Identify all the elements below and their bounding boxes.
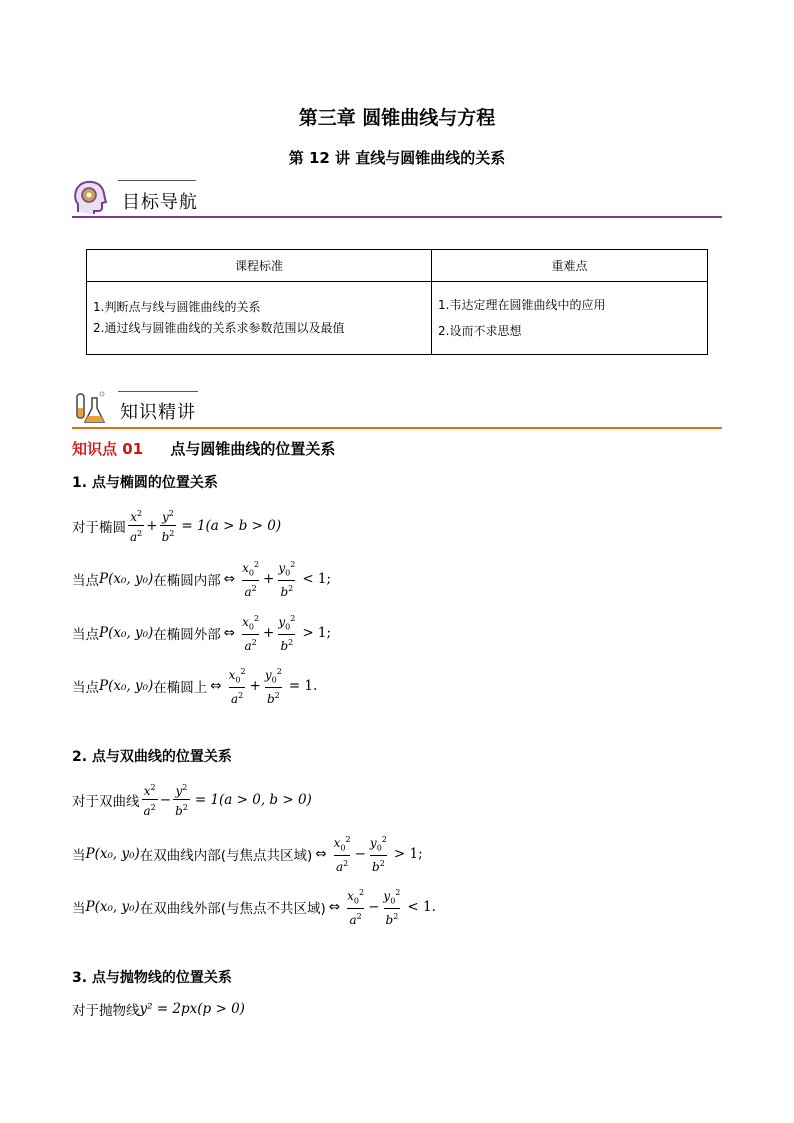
math-fraction: $\frac{x_0^2}{a^2}$ [333, 835, 351, 875]
section-title-knowledge: 知识精讲 [120, 402, 196, 423]
knowledge-point-heading [72, 438, 335, 459]
ellipse-on-line: 当点 P(x₀, y₀) 在椭圆上 ⇔ $\frac{x_0^2}{a^2}$ + $\frac{y_0^2}{b^2}$ = 1. [72, 664, 317, 707]
key-line: 2.设而不求思想 [438, 324, 522, 338]
section-overline [118, 180, 196, 181]
parabola-equation: y² = 2px(p > 0) [139, 1001, 245, 1017]
point-label: P(x₀, y₀) [85, 845, 140, 862]
case-prefix: 当点 [72, 679, 99, 696]
brain-gear-icon [72, 178, 108, 216]
hyperbola-given-cond: = 1(a > 0, b > 0) [194, 791, 312, 808]
point-label: P(x₀, y₀) [99, 570, 154, 587]
ellipse-given-line: 对于椭圆 $\frac{x^2}{a^2}$ + $\frac{y^2}{b^2}$ = 1(a > b > 0) [72, 506, 281, 545]
table-row [87, 282, 708, 355]
case-prefix: 当 [72, 847, 86, 864]
iff-symbol: ⇔ [315, 845, 327, 862]
math-fraction: $\frac{x_0^2}{a^2}$ [242, 560, 260, 600]
header-course-standard: 课程标准 [87, 250, 432, 282]
ellipse-inside-text: 在椭圆内部 [153, 572, 221, 589]
math-fraction: $\frac{y_0^2}{b^2}$ [278, 614, 296, 654]
math-fraction: $\frac{x^2}{a^2}$ [130, 509, 143, 544]
section-rule-nav [72, 216, 722, 218]
knowledge-point-title: 点与圆锥曲线的位置关系 [170, 440, 336, 458]
parabola-heading: 3. 点与抛物线的位置关系 [72, 970, 232, 986]
header-key-difficult: 重难点 [432, 250, 708, 282]
ellipse-given-prefix: 对于椭圆 [72, 519, 126, 536]
standards-table [86, 249, 708, 355]
point-label: P(x₀, y₀) [99, 624, 154, 641]
ellipse-on-text: 在椭圆上 [153, 679, 208, 696]
section-rule-knowledge [72, 427, 722, 429]
ellipse-heading: 1. 点与椭圆的位置关系 [72, 475, 218, 491]
point-label: P(x₀, y₀) [85, 898, 140, 915]
cell-standards [87, 282, 432, 355]
iff-symbol: ⇔ [223, 570, 236, 587]
math-fraction: $\frac{y^2}{b^2}$ [175, 783, 188, 818]
math-fraction: $\frac{x_0^2}{a^2}$ [242, 614, 260, 654]
hyperbola-heading: 2. 点与双曲线的位置关系 [72, 749, 232, 765]
math-fraction: $\frac{y_0^2}{b^2}$ [369, 835, 387, 875]
ellipse-outside-text: 在椭圆外部 [153, 626, 221, 643]
chapter-title: 第三章 圆锥曲线与方程 [298, 107, 496, 129]
standard-line: 2.通过线与圆锥曲线的关系求参数范围以及最值 [93, 321, 345, 335]
section-title-nav: 目标导航 [122, 192, 198, 213]
hyperbola-inside-text: 在双曲线内部(与焦点共区域) [139, 847, 313, 864]
math-fraction: $\frac{x_0^2}{a^2}$ [228, 667, 246, 707]
lecture-title: 第 12 讲 直线与圆锥曲线的关系 [288, 149, 506, 167]
ellipse-outside-line: 当点 P(x₀, y₀) 在椭圆外部 ⇔ $\frac{x_0^2}{a^2}$ + $\frac{y_0^2}{b^2}$ > 1; [72, 611, 331, 654]
ellipse-inside-rel: < 1; [302, 570, 332, 587]
hyperbola-outside-rel: < 1. [407, 898, 436, 915]
hyperbola-inside-line: 当 P(x₀, y₀) 在双曲线内部(与焦点共区域) ⇔ $\frac{x_0^2}{a^2}$ − $\frac{y_0^2}{b^2}$ > 1; [72, 832, 423, 875]
hyperbola-given-prefix: 对于双曲线 [72, 793, 140, 810]
iff-symbol: ⇔ [223, 624, 236, 641]
math-fraction: $\frac{y^2}{b^2}$ [161, 509, 175, 544]
cell-key-points [432, 282, 708, 355]
ellipse-on-rel: = 1. [288, 677, 318, 694]
case-prefix: 当点 [72, 572, 99, 589]
section-overline [118, 391, 198, 392]
key-line: 1.韦达定理在圆锥曲线中的应用 [438, 298, 606, 312]
hyperbola-given-line: 对于双曲线 $\frac{x^2}{a^2}$ − $\frac{y^2}{b^2}$ = 1(a > 0, b > 0) [72, 780, 312, 819]
hyperbola-outside-line: 当 P(x₀, y₀) 在双曲线外部(与焦点不共区域) ⇔ $\frac{x_0^2}{a^2}$ − $\frac{y_0^2}{b^2}$ < 1. [72, 885, 436, 928]
parabola-given-line [72, 999, 245, 1019]
math-fraction: $\frac{y_0^2}{b^2}$ [383, 888, 401, 928]
ellipse-outside-rel: > 1; [302, 624, 332, 641]
ellipse-given-cond: = 1(a > b > 0) [181, 517, 282, 534]
standard-line: 1.判断点与线与圆锥曲线的关系 [93, 300, 261, 314]
math-fraction: $\frac{x_0^2}{a^2}$ [347, 888, 365, 928]
math-fraction: $\frac{x^2}{a^2}$ [143, 783, 156, 818]
iff-symbol: ⇔ [328, 898, 341, 915]
iff-symbol: ⇔ [210, 677, 222, 694]
hyperbola-outside-text: 在双曲线外部(与焦点不共区域) [139, 900, 326, 917]
table-header-row [87, 250, 708, 282]
point-label: P(x₀, y₀) [99, 677, 154, 694]
math-fraction: $\frac{y_0^2}{b^2}$ [264, 667, 282, 707]
case-prefix: 当点 [72, 626, 99, 643]
ellipse-inside-line: 当点 P(x₀, y₀) 在椭圆内部 ⇔ $\frac{x_0^2}{a^2}$ + $\frac{y_0^2}{b^2}$ < 1; [72, 557, 331, 600]
case-prefix: 当 [72, 900, 86, 917]
flask-icon [72, 388, 108, 426]
hyperbola-inside-rel: > 1; [393, 845, 423, 862]
parabola-given-prefix: 对于抛物线 [72, 1003, 140, 1019]
math-fraction: $\frac{y_0^2}{b^2}$ [278, 560, 296, 600]
knowledge-point-number: 知识点 01 [72, 440, 144, 458]
